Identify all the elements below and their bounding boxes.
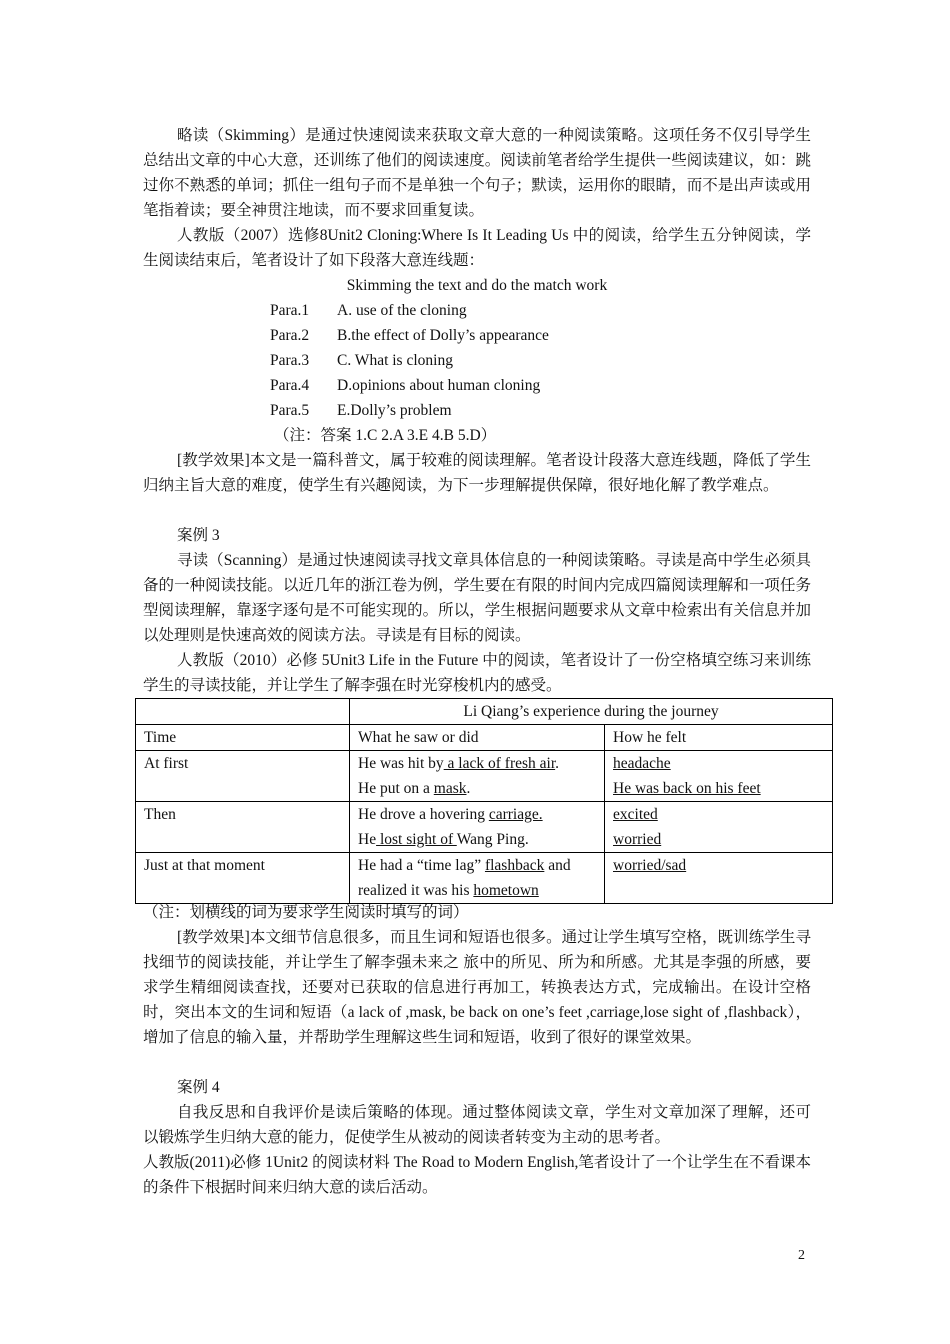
scanning-paragraph: 寻读（Scanning）是通过快速阅读寻找文章具体信息的一种阅读策略。寻读是高中学生必须具备的一种阅读技能。以近几年的浙江卷为例，学生要在有限的时间内完成四篇阅读理解和一项任务型阅读理解，靠逐字逐句是不可能实现的。所以，学生根据问题要求从文章中检索出有关信息并加以处理则是快速高效的阅读方法。寻读是有目标的阅读。 [143, 552, 811, 644]
match-option: C. What is cloning [337, 352, 453, 369]
table-row [136, 802, 833, 853]
match-para: Para.5 [270, 402, 310, 419]
row-time: Then [136, 802, 350, 853]
column-time: Time [136, 725, 350, 751]
table-header: Li Qiang’s experience during the journey [350, 699, 833, 725]
match-option: B.the effect of Dolly’s appearance [337, 327, 549, 344]
table-note: （注：划横线的词为要求学生阅读时填写的词） [143, 904, 469, 921]
cloning-intro-paragraph: 人教版（2007）选修8Unit2 Cloning:Where Is It Leading Us 中的阅读，给学生五分钟阅读，学生阅读结束后，笔者设计了如下段落大意连线题： [143, 227, 811, 269]
table-row [136, 725, 833, 751]
table-row [136, 853, 833, 904]
column-felt: How he felt [605, 725, 833, 751]
row-saw: He drove a hovering carriage. He lost sight of Wang Ping. [350, 802, 605, 853]
experience-table [135, 698, 833, 904]
case-4-heading: 案例 4 [177, 1079, 220, 1096]
row-felt [605, 802, 833, 853]
blank-answer: carriage. [488, 806, 543, 823]
road-to-english-paragraph: 人教版(2011)必修 1Unit2 的阅读材料 The Road to Modern English,笔者设计了一个让学生在不看课本的条件下根据时间来归纳大意的读后活动。 [143, 1154, 811, 1196]
blank-answer: worried/sad [613, 857, 687, 874]
match-option: E.Dolly’s problem [337, 402, 452, 419]
case-3-heading: 案例 3 [177, 527, 220, 544]
column-saw: What he saw or did [350, 725, 605, 751]
row-felt [605, 751, 833, 802]
blank-answer: hometown [473, 882, 539, 899]
match-option: D.opinions about human cloning [337, 377, 541, 394]
table-cell [136, 699, 350, 725]
match-item [270, 348, 453, 373]
blank-answer: flashback [484, 857, 545, 874]
table-row [136, 751, 833, 802]
blank-answer: mask [433, 780, 467, 797]
answer-note: （注：答案 1.C 2.A 3.E 4.B 5.D） [274, 427, 497, 444]
row-saw: He had a “time lag” flashback and realized it was his hometown [350, 853, 605, 904]
row-time: At first [136, 751, 350, 802]
reflection-paragraph: 自我反思和自我评价是读后策略的体现。通过整体阅读文章，学生对文章加深了理解，还可以锻炼学生归纳大意的能力，促使学生从被动的阅读者转变为主动的思考者。 [143, 1104, 811, 1146]
skimming-paragraph: 略读（Skimming）是通过快速阅读来获取文章大意的一种阅读策略。这项任务不仅引导学生总结出文章的中心大意，还训练了他们的阅读速度。阅读前笔者给学生提供一些阅读建议，如：跳过你不熟悉的单词；抓住一组句子而不是单独一个句子；默读，运用你的眼睛，而不是出声读或用笔指着读；要全神贯注地读，而不要求回重复读。 [143, 127, 811, 219]
table-row [136, 699, 833, 725]
blank-answer: He was back on his feet [613, 780, 761, 797]
match-item [270, 373, 541, 398]
match-para: Para.3 [270, 352, 310, 369]
teaching-effect-1: [教学效果]本文是一篇科普文，属于较难的阅读理解。笔者设计段落大意连线题，降低了学生归纳主旨大意的难度，使学生有兴趣阅读，为下一步理解提供保障，很好地化解了教学难点。 [143, 452, 811, 494]
page-number: 2 [798, 1248, 805, 1263]
match-title: Skimming the text and do the match work [346, 277, 608, 294]
match-para: Para.4 [270, 377, 310, 394]
match-para: Para.1 [270, 302, 310, 319]
match-item [270, 298, 467, 323]
match-option: A. use of the cloning [337, 302, 467, 319]
row-saw: He was hit by a lack of fresh air. He put on a mask. [350, 751, 605, 802]
match-item [270, 398, 452, 423]
future-intro-paragraph: 人教版（2010）必修 5Unit3 Life in the Future 中的阅读，笔者设计了一份空格填空练习来训练学生的寻读技能，并让学生了解李强在时光穿梭机内的感受。 [143, 652, 811, 694]
blank-answer: worried [613, 831, 662, 848]
match-para: Para.2 [270, 327, 310, 344]
blank-answer: headache [613, 755, 671, 772]
match-item [270, 323, 549, 348]
blank-answer: excited [613, 806, 658, 823]
blank-answer: lost sight of [376, 831, 457, 848]
row-time: Just at that moment [136, 853, 350, 904]
row-felt [605, 853, 833, 904]
blank-answer: a lack of fresh air [443, 755, 556, 772]
teaching-effect-2: [教学效果]本文细节信息很多，而且生词和短语也很多。通过让学生填写空格，既训练学生寻找细节的阅读技能，并让学生了解李强未来之 旅中的所见、所为和所感。尤其是李强的所感，要求学生精细阅读查找，还要对已获取的信息进行再加工，转换表达方式，完成输出。在设计空格时，突出本文的生词和短语（a lack of ,mask, be back on one’s feet ,carriage,lose sight of ,flashback），增加了信息的输入量，并帮助学生理解这些生词和短语，收到了很好的课堂效果。 [143, 929, 811, 1046]
